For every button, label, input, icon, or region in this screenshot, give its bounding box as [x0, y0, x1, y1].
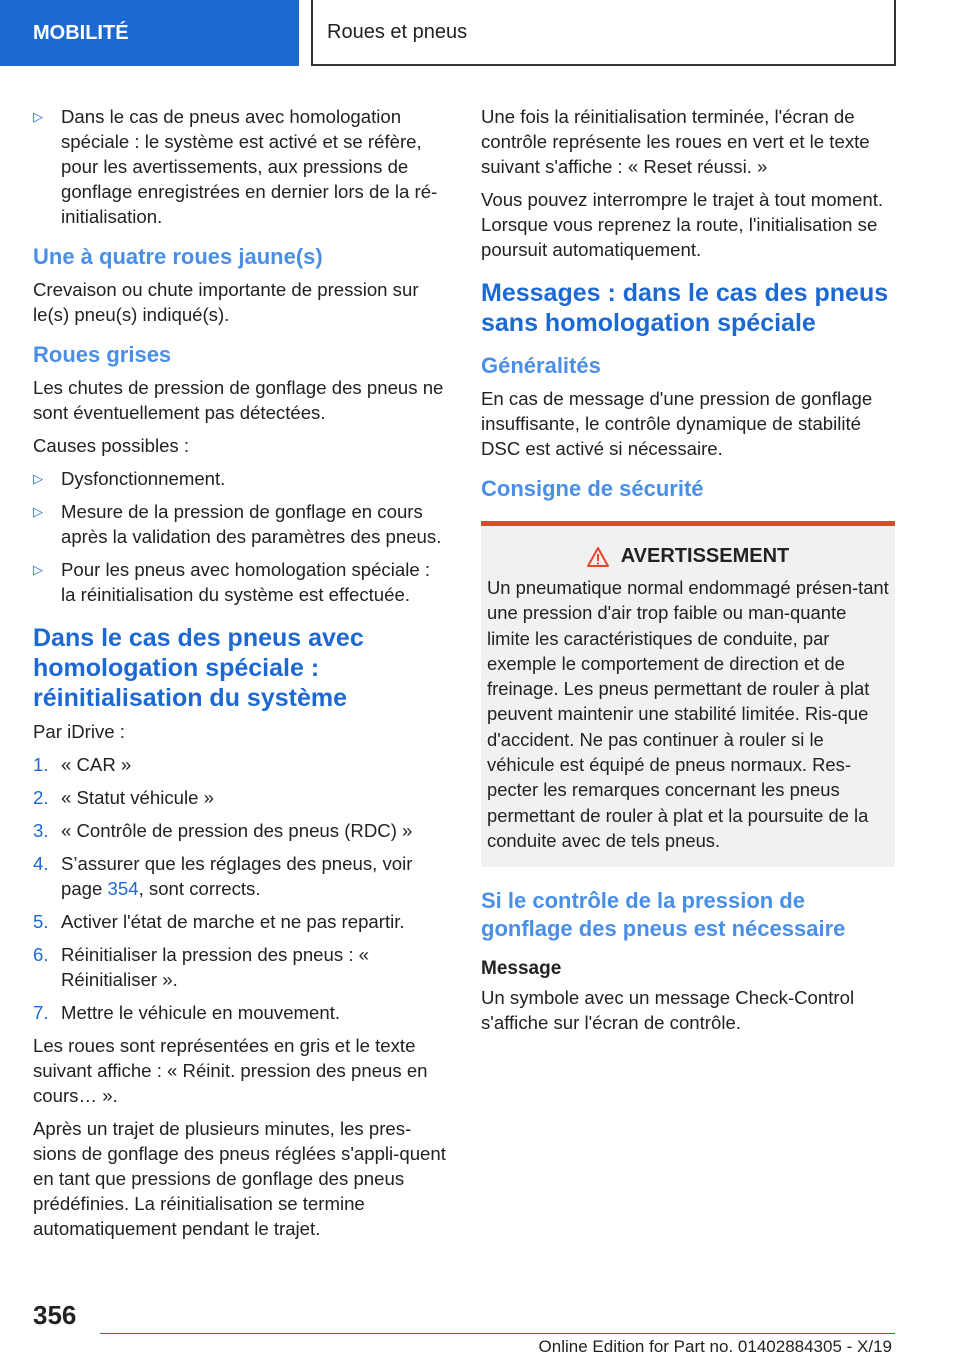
heading-system-reset: Dans le cas des pneus avec homologation spéciale : réinitialisation du système	[33, 624, 364, 712]
left-column	[33, 104, 449, 1249]
triangle-right-icon: ▷	[33, 471, 43, 486]
triangle-right-icon: ▷	[33, 109, 43, 124]
heading-pressure-check: Si le contrôle de la pression de gonflage des pneus est nécessaire	[481, 888, 846, 942]
step-text: Activer l'état de marche et ne pas repartir.	[61, 911, 405, 932]
topic-header	[311, 0, 896, 66]
step-text: « CAR »	[61, 754, 132, 775]
paragraph: En cas de message d'une pression de gonflage insuffisante, le contrôle dynamique de stabilité DSC est activé si nécessaire.	[481, 388, 873, 459]
step-number: 6.	[33, 944, 49, 965]
step-number: 1.	[33, 754, 49, 775]
step-item	[33, 1000, 449, 1025]
step-text: « Contrôle de pression des pneus (RDC) »	[61, 820, 413, 841]
paragraph: Une fois la réinitialisation terminée, l'écran de contrôle représente les roues en vert et le texte suivant s'affiche : « Reset réussi. »	[481, 106, 870, 177]
step-item	[33, 851, 449, 901]
paragraph: Vous pouvez interrompre le trajet à tout moment. Lorsque vous reprenez la route, l'initialisation se poursuit automatiquement.	[481, 189, 884, 260]
step-item	[33, 942, 449, 992]
step-text: Mettre le véhicule en mouvement.	[61, 1002, 341, 1023]
paragraph: Crevaison ou chute importante de pression sur le(s) pneu(s) indiqué(s).	[33, 279, 419, 325]
paragraph: Causes possibles :	[33, 435, 190, 456]
heading-general: Généralités	[481, 353, 601, 378]
footer-edition: Online Edition for Part no. 01402884305 - X/19	[538, 1337, 892, 1356]
heading-grey-wheels: Roues grises	[33, 342, 172, 367]
step-text: Réinitialiser la pression des pneus : « Réinitialiser ».	[61, 944, 369, 990]
warning-body: Un pneumatique normal endommagé présen‐tant une pression d'air trop faible ou man‐quante limite les caractéristiques de conduite, par exemple le comportement de direction et de freinage. Les pneus permettant de rouler à plat peuvent maintenir une stabilité limitée. Ris‐que d'accident. Ne pas continuer à rouler si le véhicule est équipé de pneus normaux. Res‐pecter les remarques concernant les pneus permettant de rouler à plat et la poursuite de la conduite avec de tels pneus.	[487, 577, 889, 851]
step-item	[33, 752, 449, 777]
heading-messages: Messages : dans le cas des pneus sans homologation spéciale	[481, 279, 889, 337]
list-item	[33, 499, 449, 549]
list-item	[33, 104, 449, 229]
step-item	[33, 909, 449, 934]
page-number: 356	[33, 1300, 77, 1330]
list-item-text: Dysfonctionnement.	[61, 468, 226, 489]
step-text-part: , sont corrects.	[138, 878, 261, 899]
section-title: MOBILITÉ	[33, 21, 129, 44]
footer-divider	[100, 1333, 895, 1334]
paragraph: Après un trajet de plusieurs minutes, les pres‐sions de gonflage des pneus réglées s'appli‐quent en tant que pressions de gonflage des pneus prédéfinies. La réinitialisation se termine automatiquement pendant le trajet.	[33, 1118, 446, 1239]
warning-triangle-icon	[587, 547, 609, 567]
paragraph: Les roues sont représentées en gris et le texte suivant affiche : « Réinit. pression des pneus en cours… ».	[33, 1035, 428, 1106]
triangle-right-icon: ▷	[33, 562, 43, 577]
step-item	[33, 818, 449, 843]
heading-safety: Consigne de sécurité	[481, 476, 704, 501]
list-item-text: Dans le cas de pneus avec homologation spéciale : le système est activé et se réfère, pour les avertissements, aux pressions de gonflage enregistrées en dernier lors de la ré‐initialisation.	[61, 106, 438, 227]
step-number: 3.	[33, 820, 49, 841]
list-item	[33, 466, 449, 491]
right-column	[481, 104, 895, 1043]
step-text: « Statut véhicule »	[61, 787, 214, 808]
step-item	[33, 785, 449, 810]
step-text	[61, 853, 412, 899]
paragraph: Les chutes de pression de gonflage des pneus ne sont éventuellement pas détectées.	[33, 377, 444, 423]
heading-yellow-wheels: Une à quatre roues jaune(s)	[33, 244, 323, 269]
step-number: 4.	[33, 853, 49, 874]
warning-box	[481, 521, 895, 867]
warning-title: AVERTISSEMENT	[620, 545, 790, 567]
step-number: 7.	[33, 1002, 49, 1023]
triangle-right-icon: ▷	[33, 504, 43, 519]
topic-title: Roues et pneus	[327, 20, 468, 43]
warning-header	[487, 544, 889, 569]
list-item-text: Mesure de la pression de gonflage en cours après la validation des paramètres des pneus.	[61, 501, 442, 547]
list-item-text: Pour les pneus avec homologation spéciale : la réinitialisation du système est effectuée.	[61, 559, 431, 605]
paragraph: Un symbole avec un message Check-Control s'affiche sur l'écran de contrôle.	[481, 987, 855, 1034]
step-number: 2.	[33, 787, 49, 808]
page-link[interactable]: 354	[107, 878, 139, 899]
step-number: 5.	[33, 911, 49, 932]
list-item	[33, 557, 449, 607]
paragraph: Par iDrive :	[33, 721, 125, 742]
section-tab	[0, 0, 299, 66]
heading-message: Message	[481, 958, 562, 980]
step-text-part: S’assurer que les réglages des pneus, voir page	[61, 853, 413, 899]
